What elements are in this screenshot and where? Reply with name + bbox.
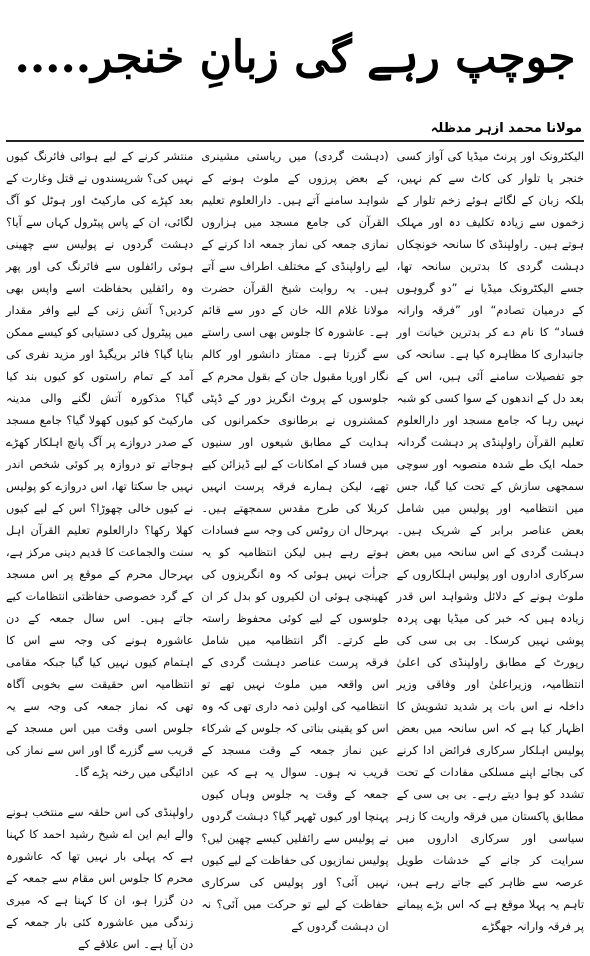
article-title: جوچپ رہے گی زبانِ خنجر..... — [14, 32, 576, 83]
column-paragraph: الیکٹرونک اور پرنٹ میڈیا کی آواز کسی خنجر یا تلوار کی کاٹ سے کم نہیں، بلکہ زبان کے لگائے ہوئے زخم تلوار کے زخموں سے زیادہ تکلیف دہ اور مہلک ہوتے ہیں۔ راولپنڈی کا سانحہ خونچکاں دہشت گردی کا بدترین سانحہ تھا، جسے الیکٹرونک میڈیا نے ”دو گروہوں کے درمیان تصادم“ اور ”فرقہ وارانہ فساد“ کا نام دے کر بدترین خیانت اور جانبداری کا مظاہرہ کیا ہے۔ سانحہ کی جو تفصیلات سامنے آئی ہیں، اس کے بعد دل کے اندھوں کے سوا کسی کو شبہ نہیں رہا کہ جامع مسجد اور دارالعلوم تعلیم القرآن راولپنڈی پر دہشت گردانہ حملہ ایک طے شدہ منصوبہ اور سوچی سمجھی سازش کے تحت کیا گیا، جس میں انتظامیہ اور پولیس میں شامل بعض عناصر برابر کے شریک ہیں۔ دہشت گردی کے اس سانحہ میں بعض سرکاری اداروں اور پولیس اہلکاروں کے ملوث ہونے کے دلائل وشواہد اس قدر زیادہ ہیں کہ خبر کی میڈیا بھی پردہ پوشی نہیں کرسکا۔ بی بی سی کی رپورٹ کے مطابق راولپنڈی کی اعلیٰ انتظامیہ، وزیراعلیٰ اور وفاقی وزیر داخلہ نے اس بات پر شدید تشویش کا اظہار کیا ہے کہ اس سانحہ میں بعض پولیس اہلکار سرکاری فرائض ادا کرنے کی بجائے اپنے مسلکی مفادات کے تحت تشدد کو ہوا دیتے رہے۔ بی بی سی کے مطابق پاکستان میں فرقہ واریت کا زہر سیاسی اور سرکاری اداروں میں سرایت کر جانے کے خدشات طویل عرصہ سے ظاہر کیے جاتے رہے ہیں، تاہم یہ پہلا موقع ہے کہ اس بڑے پیمانے پر فرقہ وارانہ جھگڑے — [396, 150, 584, 933]
article-column-1 — [396, 146, 584, 933]
author-byline: مولانا محمد ازہر مدظلہ — [430, 121, 582, 136]
column-paragraph: منتشر کرنے کے لیے ہوائی فائرنگ کیوں نہیں کی؟ شرپسندوں نے قتل وغارت کے بعد کپڑے کی مارکیٹ اور ہوٹل کو آگ لگائی، ان کے پاس پیٹرول کہاں سے آیا؟ دہشت گردوں نے پولیس سے چھینی ہوئی رائفلوں سے فائرنگ کی اور پھر وہ رائفلیں بحفاظت اسے واپس بھی کردیں؟ آتش زنی کے لیے وافر مقدار میں پیٹرول کی دستیابی کو کیسے ممکن بنایا گیا؟ فائر بریگیڈ اور مزید نفری کی آمد کے تمام راستوں کو کیوں بند کیا گیا؟ مذکورہ آتش لگنے والی مدینہ مارکیٹ کو کیوں کھولا گیا؟ جامع مسجد کے صدر دروازے پر آگ پانچ اہلکار کھڑے ہوجاتے تو دروازہ پر کوئی شخص اندر نہیں جا سکتا تھا، اس دروازے کو پولیس نے کیوں خالی چھوڑا؟ اس کے لیے کیوں کھلا رکھا؟ دارالعلوم تعلیم القرآن اہل سنت والجماعت کا قدیم دینی مرکز ہے، بہرحال محرم کے موقع پر اس مسجد کے گرد خصوصی حفاظتی انتظامات کیے جاتے ہیں۔ اس سال جمعہ کے دن عاشورہ ہونے کی وجہ سے اس کا اہتمام کیوں نہیں کیا گیا جبکہ مقامی انتظامیہ اس حقیقت سے بخوبی آگاہ تھی کہ نماز جمعہ کی وجہ سے یہ جلوس اسی وقت میں اس مسجد کے قریب سے گزرے گا اور اس سے نماز کی ادائیگی میں رخنہ پڑے گا۔ — [6, 150, 194, 779]
column-paragraph: (دہشت گردی) میں ریاستی مشینری کے بعض پرزوں کے ملوث ہونے کے شواہد سامنے آتے ہیں۔ دارالعلوم تعلیم القرآن کی جامع مسجد میں ہزاروں نمازی جمعہ کی نماز جمعہ ادا کرنے کے لیے راولپنڈی کے مختلف اطراف سے آتے ہیں۔ یہ روایت شیخ القرآن حضرت مولانا غلام اللہ خان کے دور سے قائم ہے۔ عاشورہ کا جلوس بھی اسی راستے سے گزرتا ہے۔ ممتاز دانشور اور کالم نگار اوریا مقبول جان کے بقول محرم کے جلوسوں کے پروٹ انگریز دور کے ڈپٹی کمشنروں نے برطانوی حکمرانوں کی ہدایت کے مطابق شیعوں اور سنیوں میں فساد کے امکانات کے لیے ڈیزائن کیے تھے، لیکن ہمارے فرقہ پرست انہیں کربلا کی طرح مقدس سمجھتے ہیں۔ بہرحال ان روٹس کی وجہ سے فسادات ہوتے رہے ہیں لیکن انتظامیہ کو یہ جرأت نہیں ہوئی کہ وہ انگریزوں کی کھینچی ہوئی ان لکیروں کو بدل کر ان جلوسوں کے لیے کوئی محفوظ راستہ طے کرتے۔ اگر انتظامیہ میں شامل فرقہ پرست عناصر دہشت گردی کے اس واقعہ میں ملوث نہیں تھے تو انتظامیہ کی اولین ذمہ داری تھی کہ وہ اس کو یقینی بناتی کہ جلوس کے شرکاء عین نماز جمعہ کے وقت مسجد کے قریب نہ ہوں۔ سوال یہ ہے کہ عین جمعہ کے وقت یہ جلوس وہاں کیوں پہنچا اور کیوں ٹھہر گیا؟ دہشت گردوں نے پولیس سے رائفلیں کیسے چھین لیں؟ پولیس نمازیوں کی حفاظت کے لیے کیوں نہیں آئی؟ اور پولیس کی سرکاری حفاظت کے لیے تو حرکت میں آئی؟ نہ ان دہشت گردوں کے — [201, 150, 389, 933]
article-columns — [6, 146, 584, 951]
article-column-3 — [6, 146, 194, 951]
title-divider — [6, 140, 584, 142]
column-paragraph: راولپنڈی کی اس حلقہ سے منتخب ہونے والے ایم این اے شیخ رشید احمد کا کہنا ہے کہ پہلی بار نہیں تھا کہ عاشورہ محرم کا جلوس اس مقام سے جمعہ کے دن گزرا ہو، ان کا کہنا ہے کہ میری زندگی میں عاشورہ کئی بار جمعہ کے دن آیا ہے۔ اس علاقے کے — [6, 806, 194, 951]
article-column-2 — [201, 146, 389, 933]
